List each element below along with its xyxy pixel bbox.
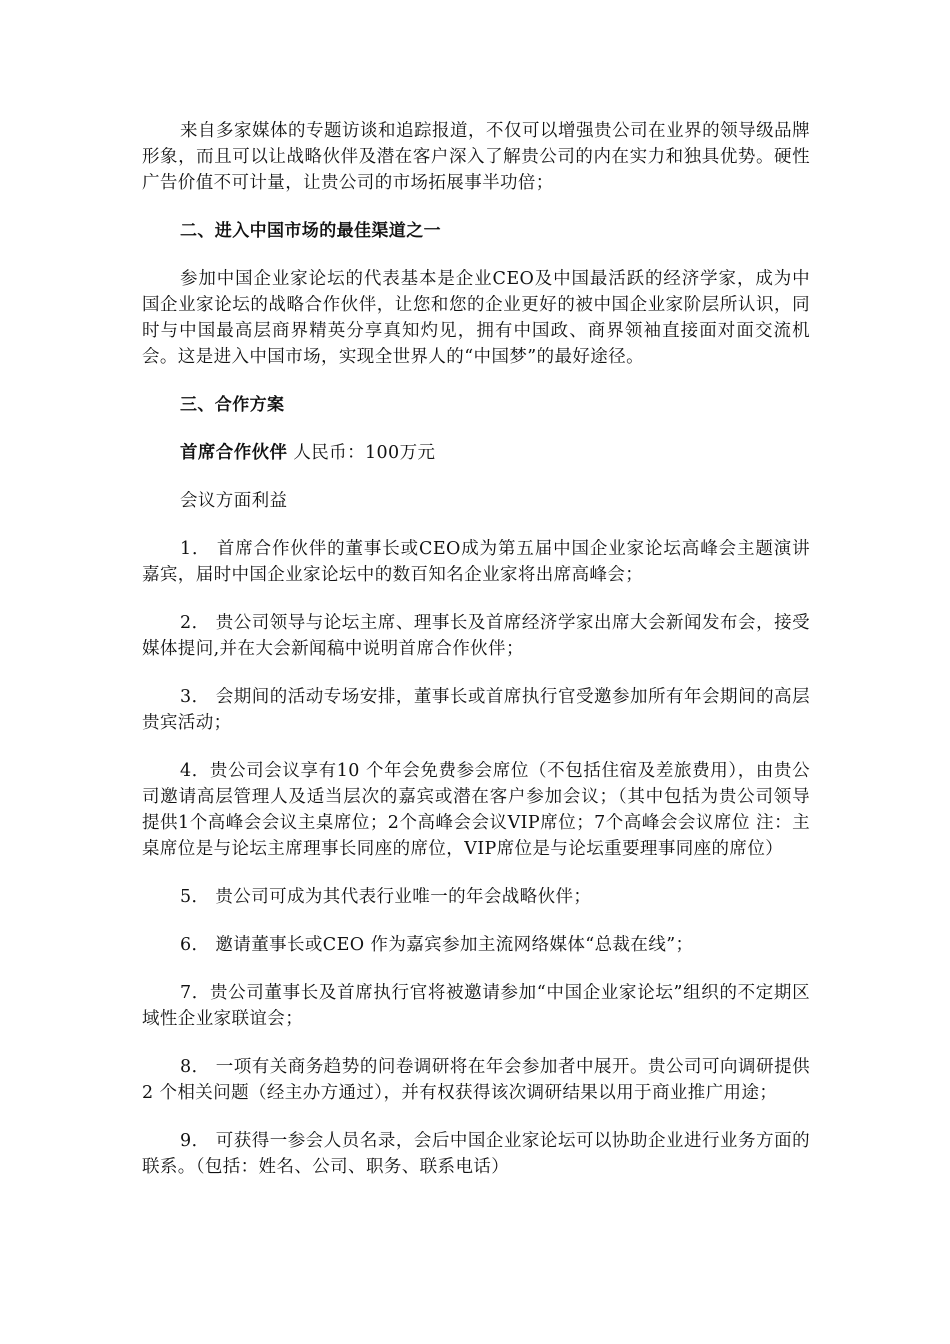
benefit-item-5: 5． 贵公司可成为其代表行业唯一的年会战略伙伴； (180, 887, 592, 907)
document-body (142, 118, 810, 1180)
partner-title: 首席合作伙伴 (180, 443, 288, 463)
section-paragraph-channel: 参加中国企业家论坛的代表基本是企业CEO及中国最活跃的经济学家，成为中国企业家论坛的战略合作伙伴，让您和您的企业更好的被中国企业家阶层所认识，同时与中国最高层商界精英分享真知灼见，拥有中国政、商界领袖直接面对面交流机会。这是进入中国市场，实现全世界人的“中国梦”的最好途径。 (142, 269, 810, 367)
section-heading-cooperation: 三、合作方案 (180, 395, 285, 415)
partner-price: 人民币：100万元 (287, 443, 436, 463)
intro-paragraph: 来自多家媒体的专题访谈和追踪报道，不仅可以增强贵公司在业界的领导级品牌形象，而且可以让战略伙伴及潜在客户深入了解贵公司的内在实力和独具优势。硬性广告价值不可计量，让贵公司的市场拓展事半功倍； (142, 121, 810, 193)
benefit-item-7: 7．贵公司董事长及首席执行官将被邀请参加“中国企业家论坛”组织的不定期区域性企业家联谊会； (142, 983, 810, 1029)
benefit-item-4: 4．贵公司会议享有10 个年会免费参会席位（不包括住宿及差旅费用），由贵公司邀请高层管理人及适当层次的嘉宾或潜在客户参加会议；（其中包括为贵公司领导提供1个高峰会会议主桌席位；2个高峰会会议VIP席位；7个高峰会会议席位 注：主桌席位是与论坛主席理事长同座的席位，VIP席位是与论坛重要理事同座的席位） (142, 761, 810, 859)
benefit-item-2: 2． 贵公司领导与论坛主席、理事长及首席经济学家出席大会新闻发布会，接受媒体提问,并在大会新闻稿中说明首席合作伙伴； (142, 613, 810, 659)
partner-line (142, 440, 810, 466)
benefit-item-3: 3． 会期间的活动专场安排，董事长或首席执行官受邀参加所有年会期间的高层贵宾活动； (142, 687, 810, 733)
benefits-heading: 会议方面利益 (180, 491, 288, 511)
benefit-item-8: 8． 一项有关商务趋势的问卷调研将在年会参加者中展开。贵公司可向调研提供2 个相关问题（经主办方通过），并有权获得该次调研结果以用于商业推广用途； (142, 1057, 810, 1103)
benefit-item-6: 6． 邀请董事长或CEO 作为嘉宾参加主流网络媒体“总裁在线”； (180, 935, 694, 955)
benefit-item-9: 9． 可获得一参会人员名录，会后中国企业家论坛可以协助企业进行业务方面的联系。（包括：姓名、公司、职务、联系电话） (142, 1131, 810, 1177)
benefit-item-1: 1． 首席合作伙伴的董事长或CEO成为第五届中国企业家论坛高峰会主题演讲嘉宾，届时中国企业家论坛中的数百知名企业家将出席高峰会； (142, 539, 810, 585)
section-heading-channel: 二、进入中国市场的最佳渠道之一 (180, 221, 441, 241)
